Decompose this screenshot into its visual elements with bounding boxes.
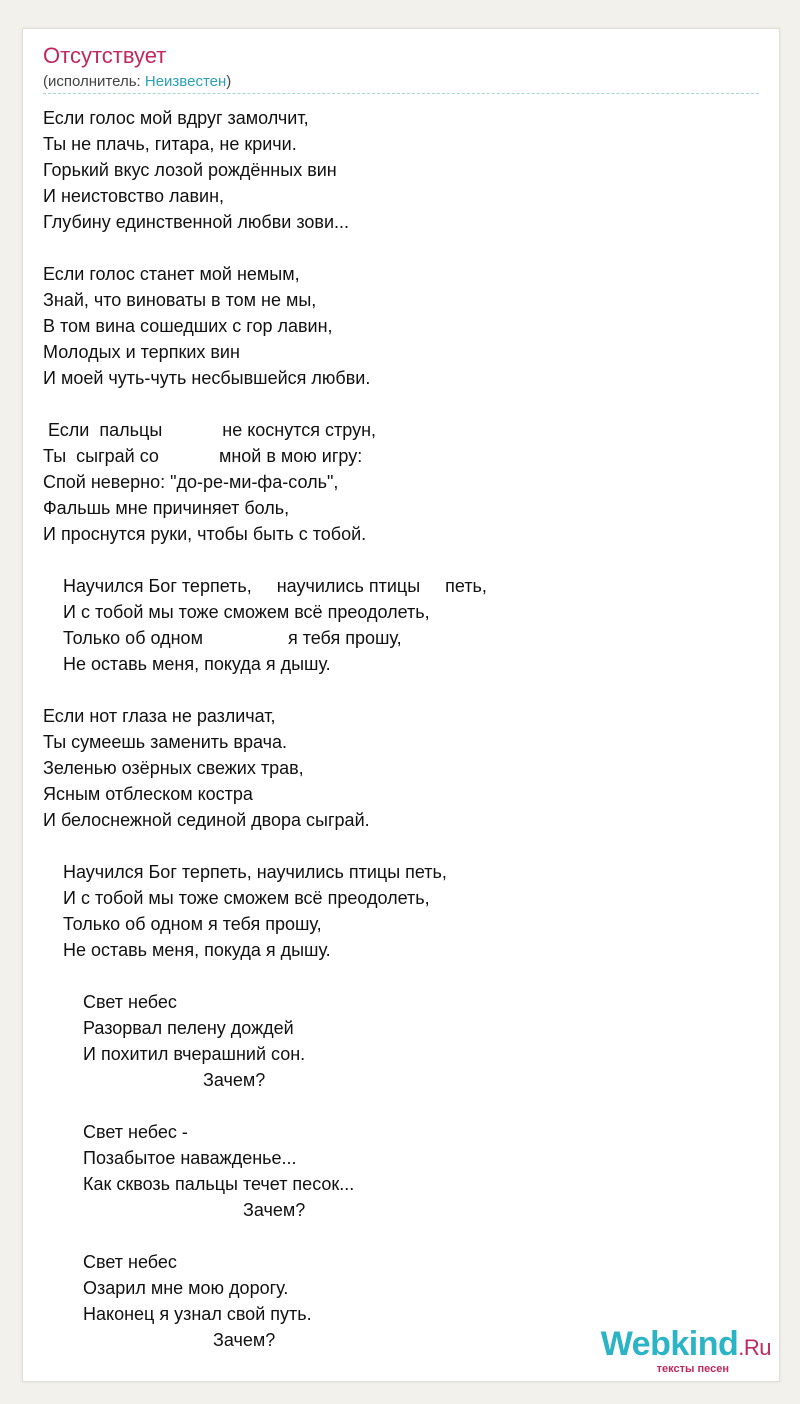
- site-logo[interactable]: [601, 1327, 771, 1375]
- lyric-line: [43, 547, 487, 573]
- lyrics-card: [22, 28, 780, 1382]
- lyric-line: [43, 833, 487, 859]
- lyric-line: Горький вкус лозой рождённых вин: [43, 160, 337, 180]
- logo-tld: .Ru: [738, 1335, 771, 1360]
- lyric-line: Если голос мой вдруг замолчит,: [43, 108, 309, 128]
- lyric-line: Молодых и терпких вин: [43, 342, 240, 362]
- lyric-line: И похитил вчерашний сон.: [43, 1044, 306, 1064]
- lyric-line: И моей чуть-чуть несбывшейся любви.: [43, 368, 371, 388]
- lyrics-text: [43, 105, 487, 1353]
- lyric-line: [43, 1223, 487, 1249]
- lyric-line: Зачем?: [43, 1200, 306, 1220]
- lyric-line: [43, 391, 487, 417]
- lyric-line: Если голос станет мой немым,: [43, 264, 300, 284]
- lyric-line: Научился Бог терпеть, научились птицы петь,: [43, 862, 447, 882]
- artist-line: [43, 73, 231, 90]
- lyric-line: И белоснежной сединой двора сыграй.: [43, 810, 370, 830]
- lyric-line: Не оставь меня, покуда я дышу.: [43, 654, 331, 674]
- lyric-line: Только об одном я тебя прошу,: [43, 914, 322, 934]
- lyric-line: Свет небес: [43, 992, 177, 1012]
- lyric-line: Глубину единственной любви зови...: [43, 212, 350, 232]
- logo-wordmark: Webkind: [600, 1325, 739, 1363]
- lyric-line: Наконец я узнал свой путь.: [43, 1304, 312, 1324]
- lyric-line: И проснутся руки, чтобы быть с тобой.: [43, 524, 367, 544]
- lyric-line: Свет небес: [43, 1252, 177, 1272]
- lyric-line: Ты сумеешь заменить врача.: [43, 732, 288, 752]
- lyric-line: Зачем?: [43, 1330, 276, 1350]
- lyric-line: Разорвал пелену дождей: [43, 1018, 294, 1038]
- lyric-line: Ясным отблеском костра: [43, 784, 253, 804]
- lyric-line: Свет небес -: [43, 1122, 188, 1142]
- lyric-line: Если пальцы не коснутся струн,: [43, 420, 377, 440]
- logo-tagline: тексты песен: [656, 1363, 729, 1375]
- lyric-line: [43, 1093, 487, 1119]
- lyric-line: [43, 677, 487, 703]
- lyric-line: Знай, что виноваты в том не мы,: [43, 290, 317, 310]
- lyric-line: В том вина сошедших с гор лавин,: [43, 316, 333, 336]
- lyric-line: Научился Бог терпеть, научились птицы петь,: [43, 576, 487, 596]
- artist-link[interactable]: Неизвестен: [144, 73, 227, 90]
- lyric-line: Не оставь меня, покуда я дышу.: [43, 940, 331, 960]
- lyric-line: Позабытое наважденье...: [43, 1148, 297, 1168]
- lyric-line: Спой неверно: "до-ре-ми-фа-соль",: [43, 472, 339, 492]
- lyric-line: [43, 963, 487, 989]
- lyric-line: Зеленью озёрных свежих трав,: [43, 758, 304, 778]
- lyric-line: Фальшь мне причиняет боль,: [43, 498, 290, 518]
- lyric-line: Если нот глаза не различат,: [43, 706, 276, 726]
- lyric-line: Как сквозь пальцы течет песок...: [43, 1174, 355, 1194]
- lyric-line: И с тобой мы тоже сможем всё преодолеть,: [43, 888, 430, 908]
- lyric-line: Зачем?: [43, 1070, 266, 1090]
- lyric-line: [43, 235, 487, 261]
- artist-suffix: ): [226, 73, 232, 90]
- lyric-line: И с тобой мы тоже сможем всё преодолеть,: [43, 602, 430, 622]
- lyric-line: Только об одном я тебя прошу,: [43, 628, 402, 648]
- lyric-line: И неистовство лавин,: [43, 186, 225, 206]
- lyric-line: Ты сыграй со мной в мою игру:: [43, 446, 363, 466]
- lyric-line: Озарил мне мою дорогу.: [43, 1278, 289, 1298]
- song-title: Отсутствует: [43, 43, 167, 68]
- lyric-line: Ты не плачь, гитара, не кричи.: [43, 134, 297, 154]
- artist-prefix: (исполнитель:: [43, 73, 145, 90]
- title-divider: [43, 93, 759, 94]
